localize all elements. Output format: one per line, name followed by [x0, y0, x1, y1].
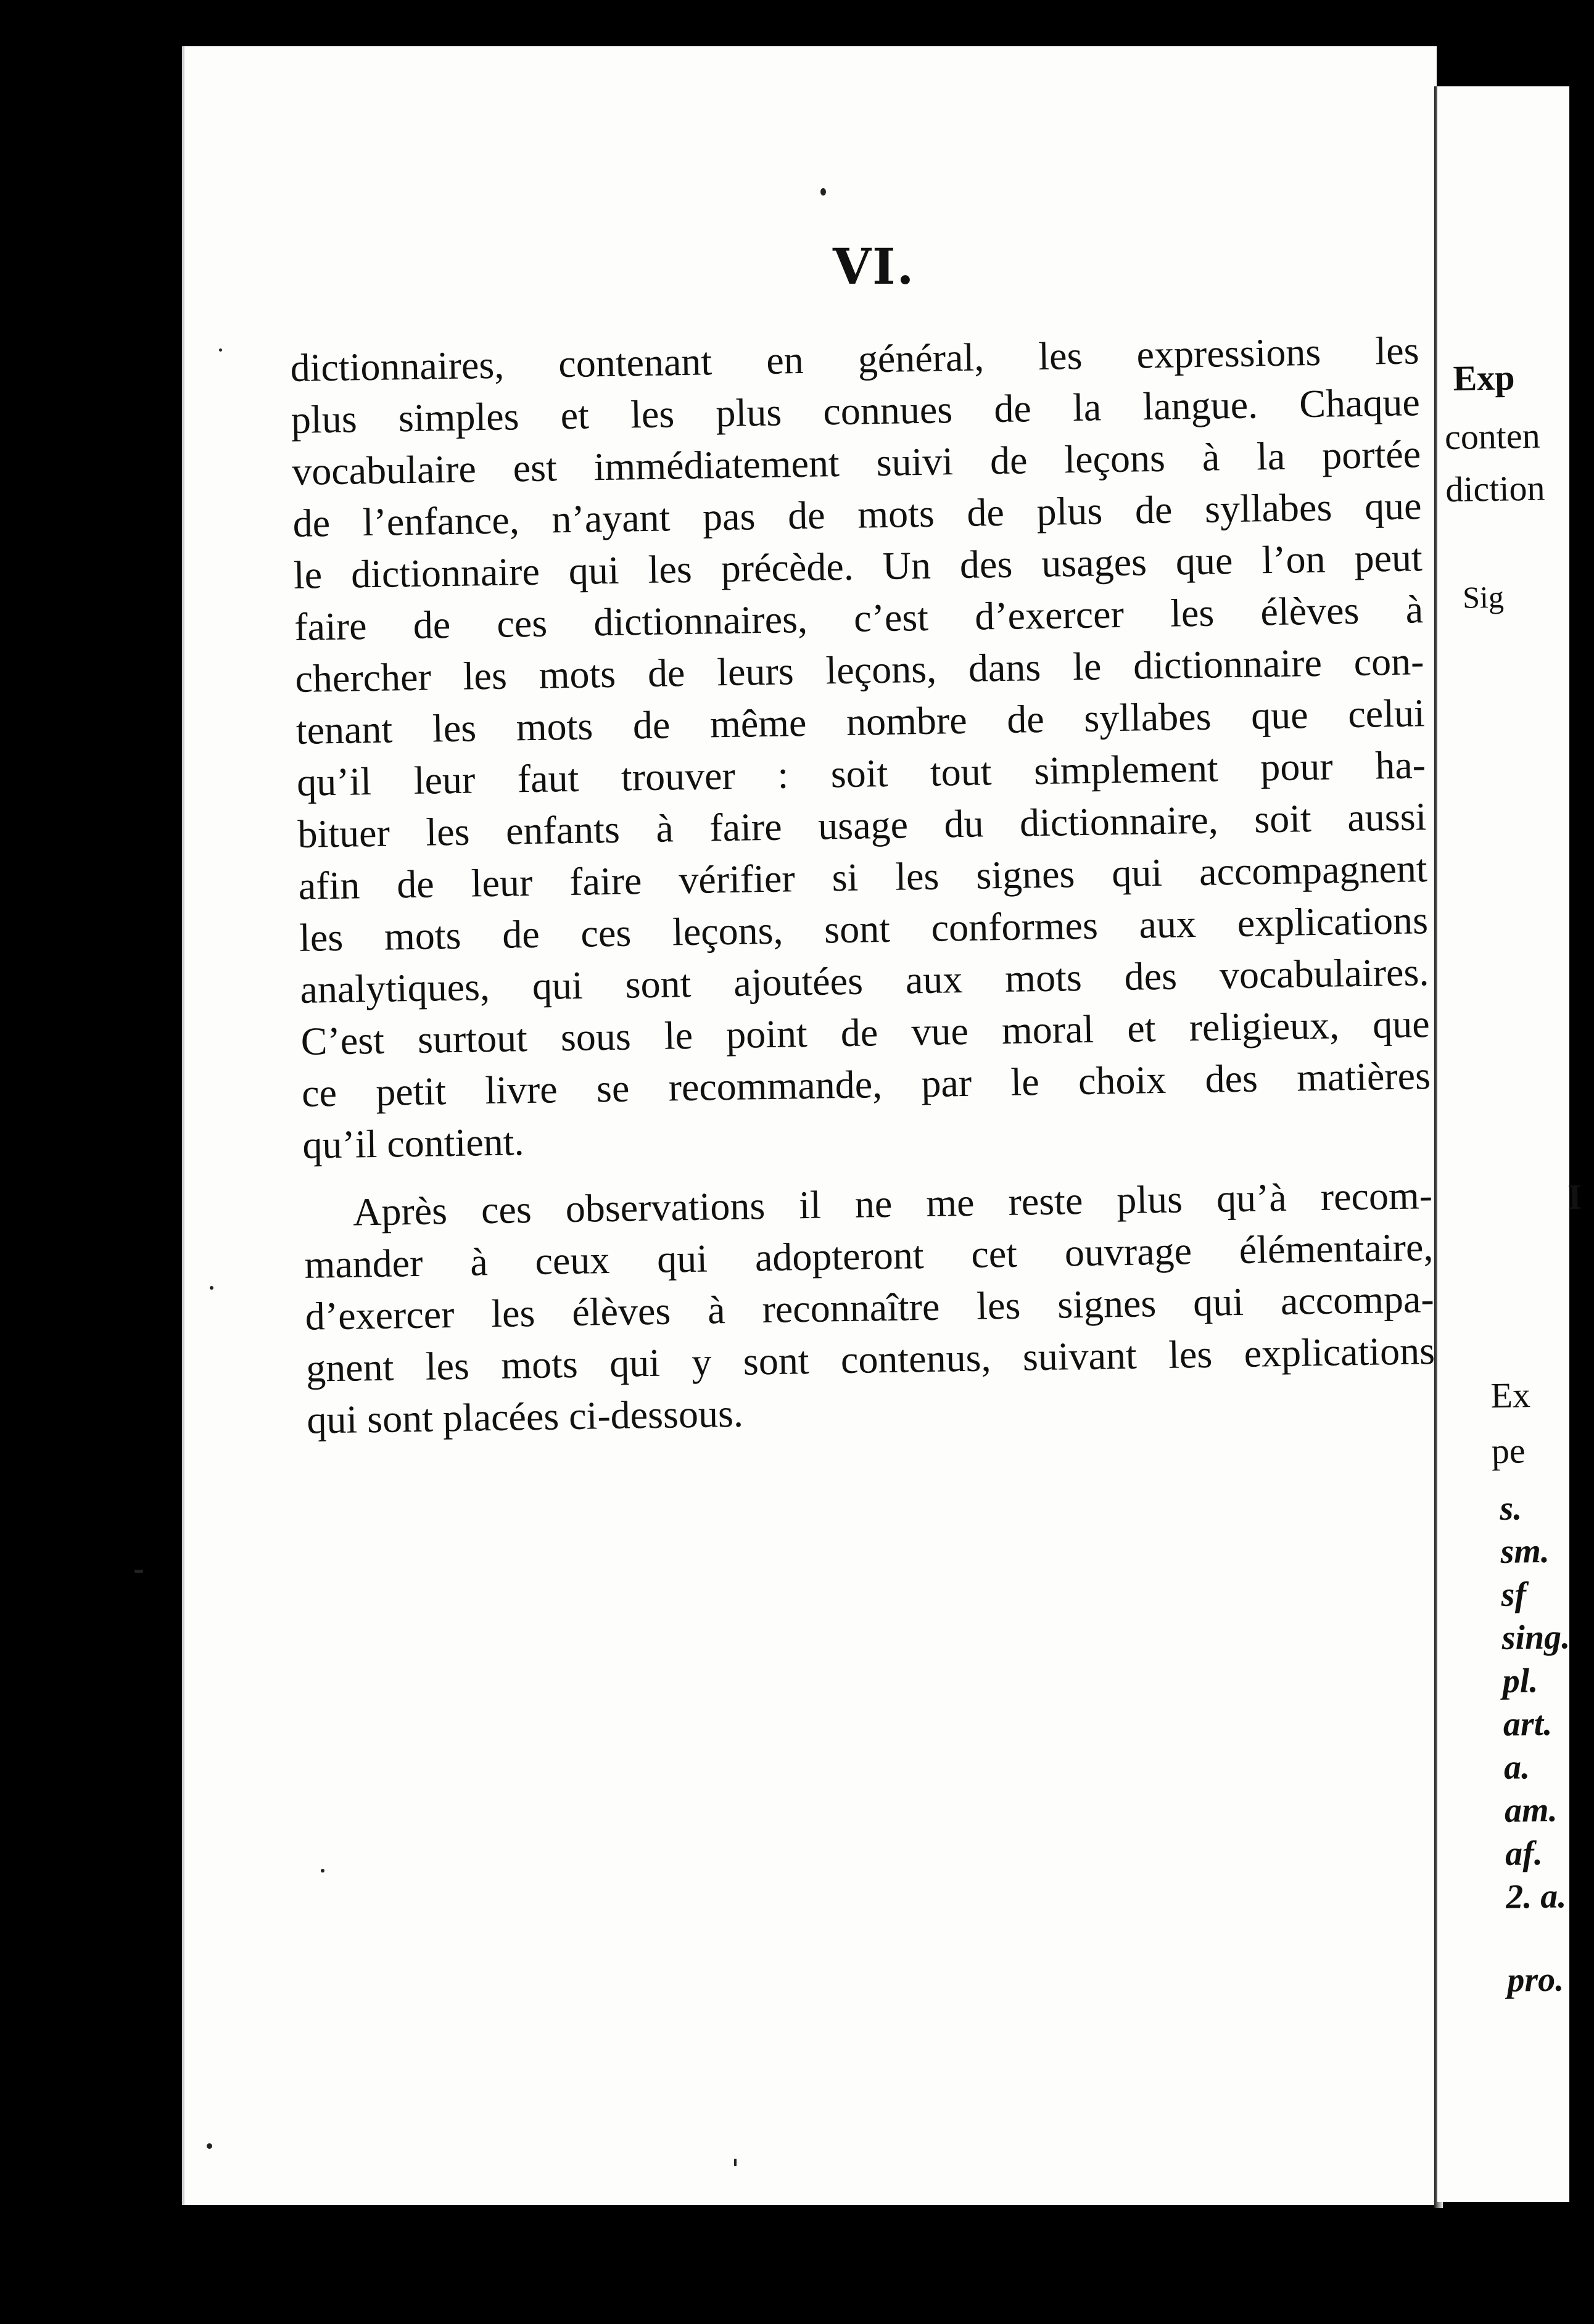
text-line: bituer les enfants à faire usage du dictionnaire, soit aussi — [297, 794, 1427, 856]
paper-speck — [321, 1869, 324, 1873]
abbreviation: a. — [1503, 1748, 1530, 1787]
body-text — [290, 324, 1436, 1446]
text-line: gnent les mots qui y sont contenus, suivant les explications — [305, 1329, 1435, 1390]
facing-fragment: Ex — [1490, 1375, 1531, 1416]
paper-speck — [734, 2159, 737, 2166]
text-line: afin de leur faire vérifier si les signes qui accompagnent — [298, 846, 1428, 908]
text-line: qui sont placées ci-dessous. — [306, 1391, 744, 1442]
abbreviation: af. — [1505, 1834, 1543, 1873]
abbreviation: s. — [1499, 1489, 1522, 1528]
paper-speck — [134, 1570, 143, 1573]
paper-speck — [207, 2143, 212, 2149]
facing-fragment: Sig — [1462, 579, 1505, 615]
abbreviation: sf — [1501, 1575, 1527, 1614]
text-line: chercher les mots de leurs leçons, dans le dictionnaire con- — [295, 639, 1424, 701]
facing-fragment: diction — [1445, 468, 1545, 510]
abbreviation: 2. a. — [1505, 1877, 1567, 1916]
abbreviation: sing. — [1501, 1618, 1571, 1657]
text-line: Après ces observations il ne me reste plus qu’à recom- — [352, 1173, 1433, 1234]
facing-fragment: pe — [1491, 1430, 1526, 1472]
text-line: mander à ceux qui adopteront cet ouvrage élémentaire, — [304, 1225, 1434, 1287]
text-line: tenant les mots de même nombre de syllabes que celui — [295, 691, 1426, 752]
text-line: de l’enfance, n’ayant pas de mots de plus de syllabes que — [292, 484, 1422, 545]
facing-fragment: Exp — [1453, 357, 1515, 398]
facing-fragment: conten — [1444, 415, 1541, 458]
paper-speck — [219, 348, 222, 352]
page-number: VI. — [833, 237, 915, 295]
text-line: le dictionnaire qui les précède. Un des usages que l’on peut — [293, 535, 1423, 597]
paper-speck — [820, 188, 826, 196]
text-line: C’est surtout sous le point de vue moral et religieux, que — [300, 1002, 1431, 1063]
text-line: qu’il leur faut trouver : soit tout simplement pour ha- — [296, 743, 1426, 804]
abbreviation: pro. — [1506, 1960, 1564, 2000]
text-line: qu’il contient. — [302, 1119, 524, 1167]
text-line: ce petit livre se recommande, par le choix des matières — [301, 1053, 1431, 1115]
text-line: dictionnaires, contenant en général, les expressions les — [290, 328, 1419, 390]
text-line: vocabulaire est immédiatement suivi de leçons à la portée — [291, 432, 1421, 493]
abbreviation: am. — [1504, 1790, 1558, 1830]
paper-speck — [210, 1286, 213, 1290]
text-line: les mots de ces leçons, sont conformes aux explications — [299, 898, 1429, 960]
abbreviation: pl. — [1502, 1662, 1538, 1700]
facing-fragment: I — [1567, 1176, 1582, 1218]
text-line: faire de ces dictionnaires, c’est d’exercer les élèves à — [294, 587, 1424, 649]
text-line: plus simples et les plus connues de la langue. Chaque — [291, 380, 1421, 442]
abbreviation: sm. — [1500, 1531, 1550, 1571]
abbreviation: art. — [1503, 1704, 1553, 1744]
text-line: analytiques, qui sont ajoutées aux mots des vocabulaires. — [299, 950, 1429, 1012]
text-line: d’exercer les élèves à reconnaître les signes qui accompa- — [305, 1277, 1435, 1338]
